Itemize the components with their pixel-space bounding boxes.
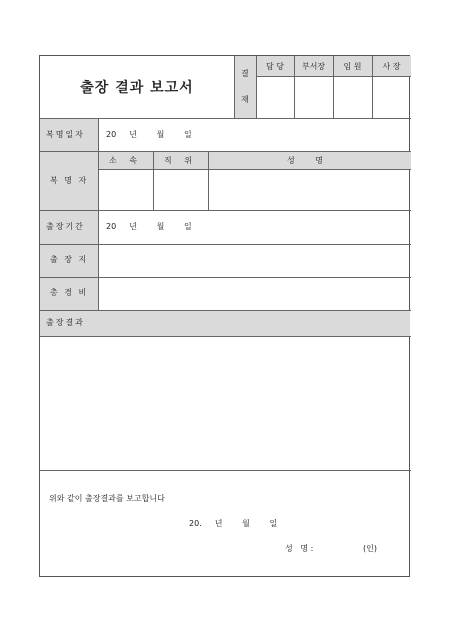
return-date-value: 20 년 월 일 xyxy=(106,130,192,139)
report-statement: 위와 같이 출장결과를 보고합니다 xyxy=(49,494,165,503)
reporter-label: 복 명 자 xyxy=(50,176,89,185)
reporter-affiliation-field[interactable] xyxy=(98,169,153,210)
approval-col-dept-head: 부서장 xyxy=(301,61,326,71)
expenses-label: 총 경 비 xyxy=(50,288,89,297)
label-cell-result xyxy=(40,310,410,336)
signer-name-label: 성 명 : xyxy=(285,544,314,553)
approval-col-executive: 임 원 xyxy=(343,61,362,71)
report-date: 20. 년 월 일 xyxy=(189,519,278,528)
approval-label-bottom: 재 xyxy=(241,95,249,104)
form-title: 출장 결과 보고서 xyxy=(80,80,194,96)
reporter-position-field[interactable] xyxy=(153,169,208,210)
seal-mark: (인) xyxy=(363,544,377,553)
approval-col-manager: 담 당 xyxy=(266,61,284,71)
result-content-area[interactable] xyxy=(40,336,411,470)
trip-period-value: 20 년 월 일 xyxy=(106,222,192,231)
reporter-header-name: 성 명 xyxy=(287,155,332,165)
return-date-label: 복명일자 xyxy=(46,130,85,139)
trip-period-label: 출장기간 xyxy=(46,222,85,231)
expenses-field[interactable] xyxy=(98,277,411,310)
reporter-name-field[interactable] xyxy=(208,169,411,210)
approval-col-president: 사 장 xyxy=(382,61,401,71)
reporter-header-position: 직 위 xyxy=(164,155,197,165)
destination-label: 출 장 지 xyxy=(50,255,89,264)
destination-field[interactable] xyxy=(98,244,411,277)
report-form xyxy=(39,55,410,577)
result-label: 출장결과 xyxy=(46,318,85,327)
approval-label-cell xyxy=(234,56,256,118)
reporter-header-affiliation: 소 속 xyxy=(109,155,142,165)
approval-label-top: 결 xyxy=(241,69,249,78)
